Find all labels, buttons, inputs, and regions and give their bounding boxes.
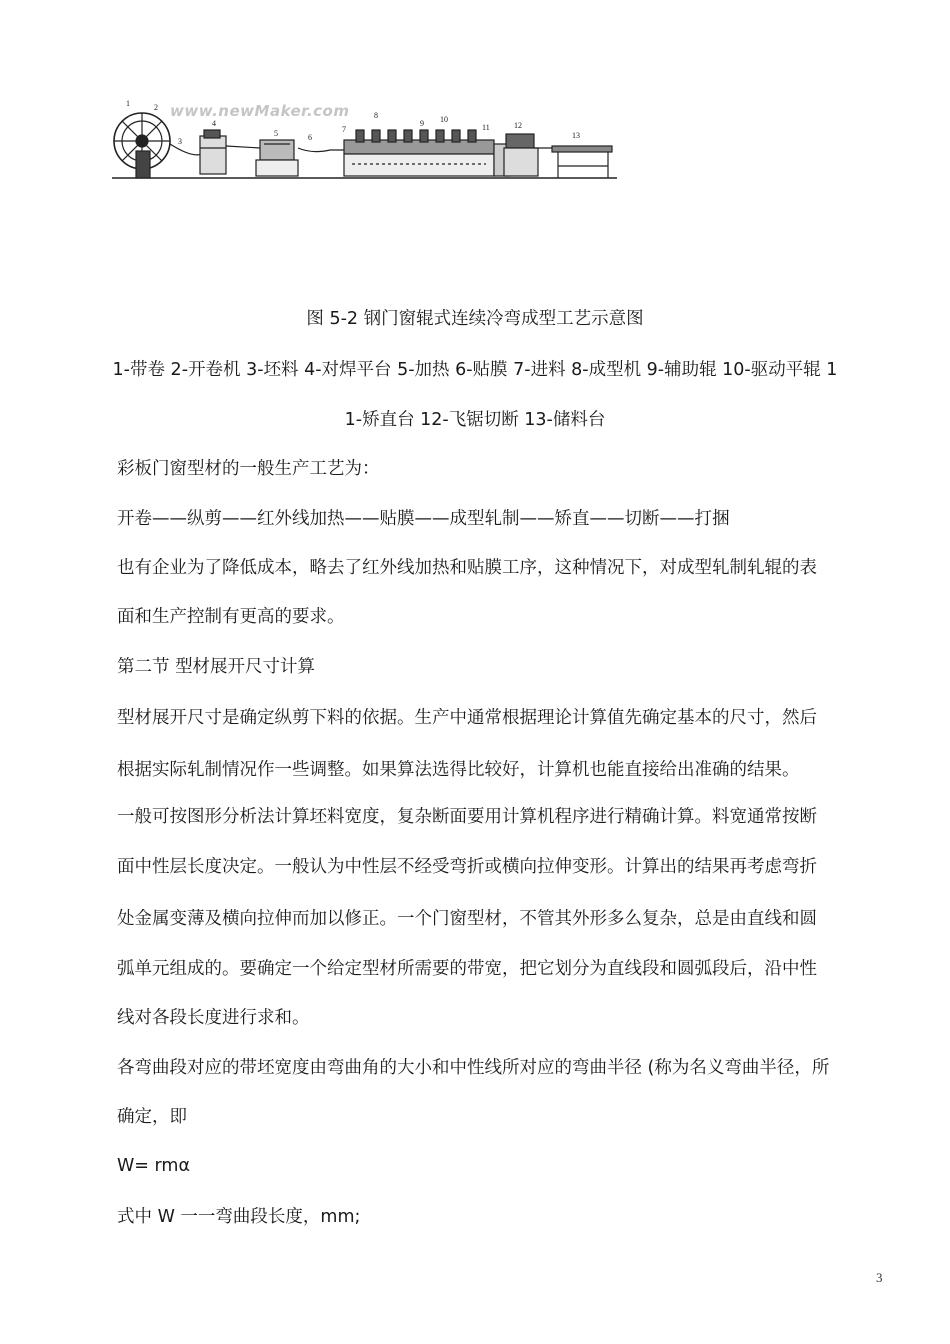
label-10: 10 — [440, 115, 448, 124]
label-4: 4 — [212, 119, 216, 128]
paragraph-bend-line-1: 各弯曲段对应的带坯宽度由弯曲角的大小和中性线所对应的弯曲半径 (称为名义弯曲半径，所 — [117, 1058, 830, 1078]
label-1: 1 — [126, 99, 130, 108]
paragraph-dimension-line-2: 根据实际轧制情况作一些调整。如果算法选得比较好，计算机也能直接给出准确的结果。 — [117, 760, 800, 780]
figure-legend-line-2: 1-矫直台 12-飞锯切断 13-储料台 — [344, 410, 606, 430]
paragraph-width-line-4: 弧单元组成的。要确定一个给定型材所需要的带宽，把它划分为直线段和圆弧段后，沿中性 — [117, 959, 817, 979]
paragraph-cost-line-1: 也有企业为了降低成本，略去了红外线加热和贴膜工序，这种情况下，对成型轧制轧辊的表 — [117, 558, 817, 578]
paragraph-width-line-1: 一般可按图形分析法计算坯料宽度，复杂断面要用计算机程序进行精确计算。料宽通常按断 — [117, 807, 817, 827]
label-7: 7 — [342, 125, 346, 134]
label-5: 5 — [274, 129, 278, 138]
formula: W= rmα — [117, 1156, 190, 1176]
figure-legend-line-1: 1-带卷 2-开卷机 3-坯料 4-对焊平台 5-加热 6-贴膜 7-进料 8-成型机 9-辅助辊 10-驱动平辊 1 — [112, 360, 838, 380]
paragraph-dimension-line-1: 型材展开尺寸是确定纵剪下料的依据。生产中通常根据理论计算值先确定基本的尺寸，然后 — [117, 708, 817, 728]
paragraph-cost-line-2: 面和生产控制有更高的要求。 — [117, 607, 345, 627]
paragraph-process-intro: 彩板门窗型材的一般生产工艺为： — [117, 459, 380, 479]
paragraph-width-line-5: 线对各段长度进行求和。 — [117, 1008, 310, 1028]
label-3: 3 — [178, 137, 182, 146]
paragraph-width-line-2: 面中性层长度决定。一般认为中性层不经受弯折或横向拉伸变形。计算出的结果再考虑弯折 — [117, 857, 817, 877]
label-2: 2 — [154, 103, 158, 112]
section-title: 第二节 型材展开尺寸计算 — [117, 657, 316, 677]
label-13: 13 — [572, 131, 580, 140]
page-number: 3 — [876, 1270, 883, 1285]
paragraph-width-line-3: 处金属变薄及横向拉伸而加以修正。一个门窗型材，不管其外形多么复杂，总是由直线和圆 — [117, 909, 817, 929]
label-9: 9 — [420, 119, 424, 128]
paragraph-bend-line-2: 确定，即 — [117, 1107, 187, 1127]
label-8: 8 — [374, 111, 378, 120]
watermark-text: www.newMaker.com — [170, 102, 350, 120]
label-11: 11 — [482, 123, 490, 132]
process-diagram — [112, 96, 622, 188]
label-12: 12 — [514, 121, 522, 130]
paragraph-process-steps: 开卷——纵剪——红外线加热——贴膜——成型轧制——矫直——切断——打捆 — [117, 509, 730, 529]
formula-definition: 式中 W 一一弯曲段长度，mm; — [117, 1207, 361, 1227]
label-6: 6 — [308, 133, 312, 142]
figure-caption: 图 5-2 钢门窗辊式连续冷弯成型工艺示意图 — [306, 309, 644, 329]
